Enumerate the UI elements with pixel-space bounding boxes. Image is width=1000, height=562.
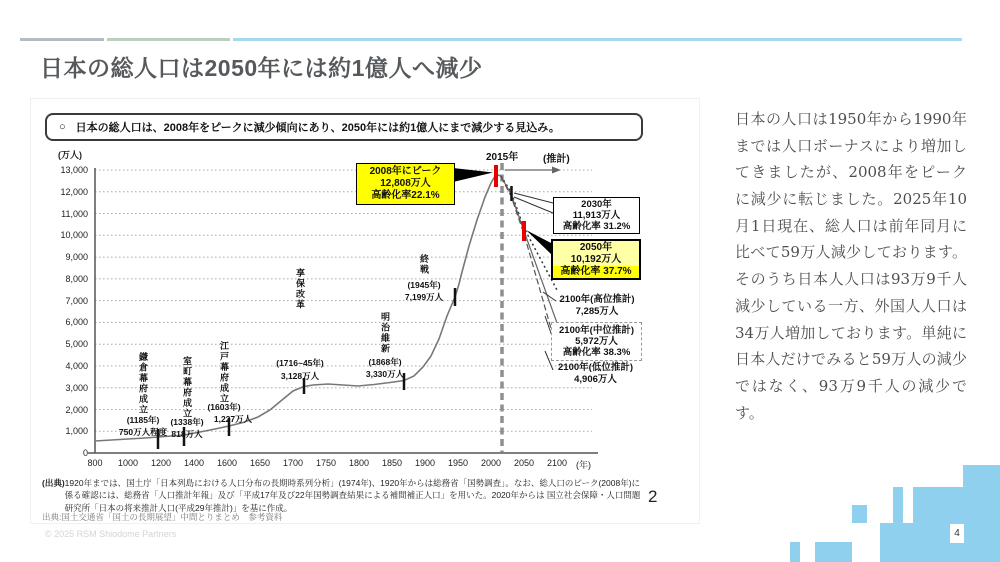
y-tick: 1,000	[65, 426, 88, 436]
milestone-year: (1945年)	[407, 280, 441, 290]
x-tick: 1700	[282, 458, 304, 468]
callout-2030-value: 11,913万人	[572, 210, 621, 221]
y-tick: 4,000	[65, 361, 88, 371]
milestone-year: (1868年)	[368, 357, 402, 367]
label-projection: (推計)	[543, 154, 570, 165]
x-axis-unit: (年)	[576, 460, 591, 470]
mosaic-decoration	[913, 487, 1000, 523]
x-tick: 1900	[414, 458, 436, 468]
y-tick: 8,000	[65, 274, 88, 284]
y-tick: 0	[82, 448, 88, 458]
callout-2050-value: 10,192万人	[570, 254, 622, 265]
milestone-value: 818万人	[171, 429, 203, 439]
callout-2050-year: 2050年	[579, 242, 613, 253]
footnote-text: 1920年までは、国土庁「日本列島における人口分布の長期時系列分析」(1974年)、1920年からは総務省「国勢調査」。なお、総人口のピーク(2008年)に係る確認には、総務省「人口推計年報」及び「平成17年及び22年国勢調査結果による補間補正人口」を用いた。2020年からは 国立社会保障・人口問題研究所「日本の将来推計人口(平成29年推計)」を基に作成。	[64, 478, 641, 513]
y-axis-unit: (万人)	[58, 150, 82, 160]
chart-footnote	[42, 477, 648, 514]
label-2015: 2015年	[486, 152, 519, 163]
callout-2100-low	[551, 362, 640, 386]
y-tick: 3,000	[65, 383, 88, 393]
x-tick: 800	[87, 458, 103, 468]
y-tick: 9,000	[65, 252, 88, 262]
callout-2100-mid-value: 5,972万人	[575, 336, 618, 347]
milestone-value: 3,330万人	[365, 369, 405, 379]
callout-2030-rate: 高齢化率 31.2%	[562, 221, 631, 232]
callout-2100-high-value: 7,285万人	[575, 306, 619, 317]
accent-bar-green	[107, 38, 230, 41]
milestone-label-kamakura: 鎌倉幕府成立	[138, 352, 148, 415]
mosaic-decoration	[852, 505, 867, 523]
peak-aging-rate: 高齢化率22.1%	[371, 190, 440, 201]
x-tick: 1000	[117, 458, 139, 468]
callout-2030	[553, 197, 640, 234]
milestone-year: (1338年)	[170, 417, 204, 427]
milestone-value: 1,227万人	[213, 414, 253, 424]
statement-bullet: ○	[59, 121, 66, 133]
commentary-paragraph: 日本の人口は1950年から1990年までは人口ボーナスにより増加してきましたが、2008年をピークに減少に転じました。2025年10月1日現在、総人口は前年同月に比べて59万人減少しております。そのうち日本人人口は93万9千人減少している一方、外国人人口は34万人増加しております。単純に日本人だけでみると59万人の減少ではなく、93万9千人の減少です。	[735, 110, 967, 422]
mosaic-decoration	[893, 487, 903, 523]
callout-2100-high-year: 2100年(高位推計)	[559, 294, 635, 305]
figure-page-number: 2	[648, 487, 658, 506]
peak-value: 12,808万人	[380, 178, 431, 189]
y-tick: 7,000	[65, 296, 88, 306]
peak-title: 2008年にピーク	[369, 166, 442, 177]
x-tick: 1400	[183, 458, 205, 468]
callout-2050	[551, 239, 641, 280]
mosaic-decoration	[790, 542, 800, 562]
y-tick: 5,000	[65, 339, 88, 349]
mosaic-decoration	[963, 465, 1000, 487]
callout-2100-mid-year: 2100年(中位推計)	[559, 325, 634, 336]
callout-2050-rate: 高齢化率 37.7%	[553, 266, 639, 278]
milestone-value: 3,128万人	[280, 371, 320, 381]
milestone-label-shusen: 終戦	[419, 254, 429, 275]
callout-2100-mid	[551, 322, 642, 361]
milestone-label-edo: 江戸幕府成立	[219, 341, 229, 404]
source-line: 出典:国土交通省「国土の長期展望」中間とりまとめ 参考資料	[42, 512, 283, 522]
callout-2100-low-year: 2100年(低位推計)	[558, 362, 633, 373]
milestone-year: (1185年)	[126, 415, 160, 425]
peak-callout-2008	[356, 163, 455, 205]
x-tick: 1600	[216, 458, 238, 468]
slide-number: 4	[950, 524, 964, 543]
callout-2100-high	[553, 294, 641, 318]
callout-2100-mid-rate: 高齢化率 38.3%	[562, 347, 631, 358]
milestone-year: (1716~45年)	[276, 358, 324, 368]
y-tick: 11,000	[61, 209, 88, 219]
footnote-label: (出典)	[42, 478, 65, 488]
milestone-label-kyoho: 享保改革	[295, 268, 305, 310]
milestone-label-muromachi: 室町幕府成立	[182, 356, 192, 419]
y-tick: 10,000	[60, 230, 88, 240]
x-tick: 2100	[546, 458, 568, 468]
x-tick: 1950	[447, 458, 469, 468]
accent-bar-gray	[20, 38, 104, 41]
x-tick: 2050	[513, 458, 535, 468]
key-statement-box	[45, 113, 643, 141]
milestone-label-meiji: 明治維新	[380, 312, 390, 354]
statement-text: 日本の総人口は、2008年をピークに減少傾向にあり、2050年には約1億人にまで減少する見込み。	[75, 122, 560, 134]
x-tick: 1200	[150, 458, 172, 468]
x-tick: 1800	[348, 458, 370, 468]
x-tick: 1850	[381, 458, 403, 468]
mosaic-decoration	[880, 523, 1000, 562]
y-tick: 6,000	[65, 317, 88, 327]
y-tick: 13,000	[60, 165, 88, 175]
y-tick: 12,000	[60, 187, 88, 197]
milestone-value: 750万人程度	[118, 427, 168, 437]
x-tick: 2000	[480, 458, 502, 468]
accent-bar-blue	[233, 38, 962, 41]
milestone-year: (1603年)	[207, 402, 241, 412]
callout-2030-year: 2030年	[581, 199, 612, 210]
y-tick: 2,000	[65, 405, 88, 415]
callout-2100-low-value: 4,906万人	[574, 374, 617, 385]
mosaic-decoration	[815, 542, 852, 562]
milestone-value: 7,199万人	[404, 292, 444, 302]
x-tick: 1650	[249, 458, 271, 468]
copyright-text: © 2025 RSM Shiodome Partners	[45, 529, 177, 539]
slide-title: 日本の総人口は2050年には約1億人へ減少	[40, 55, 483, 81]
x-tick: 1750	[315, 458, 337, 468]
